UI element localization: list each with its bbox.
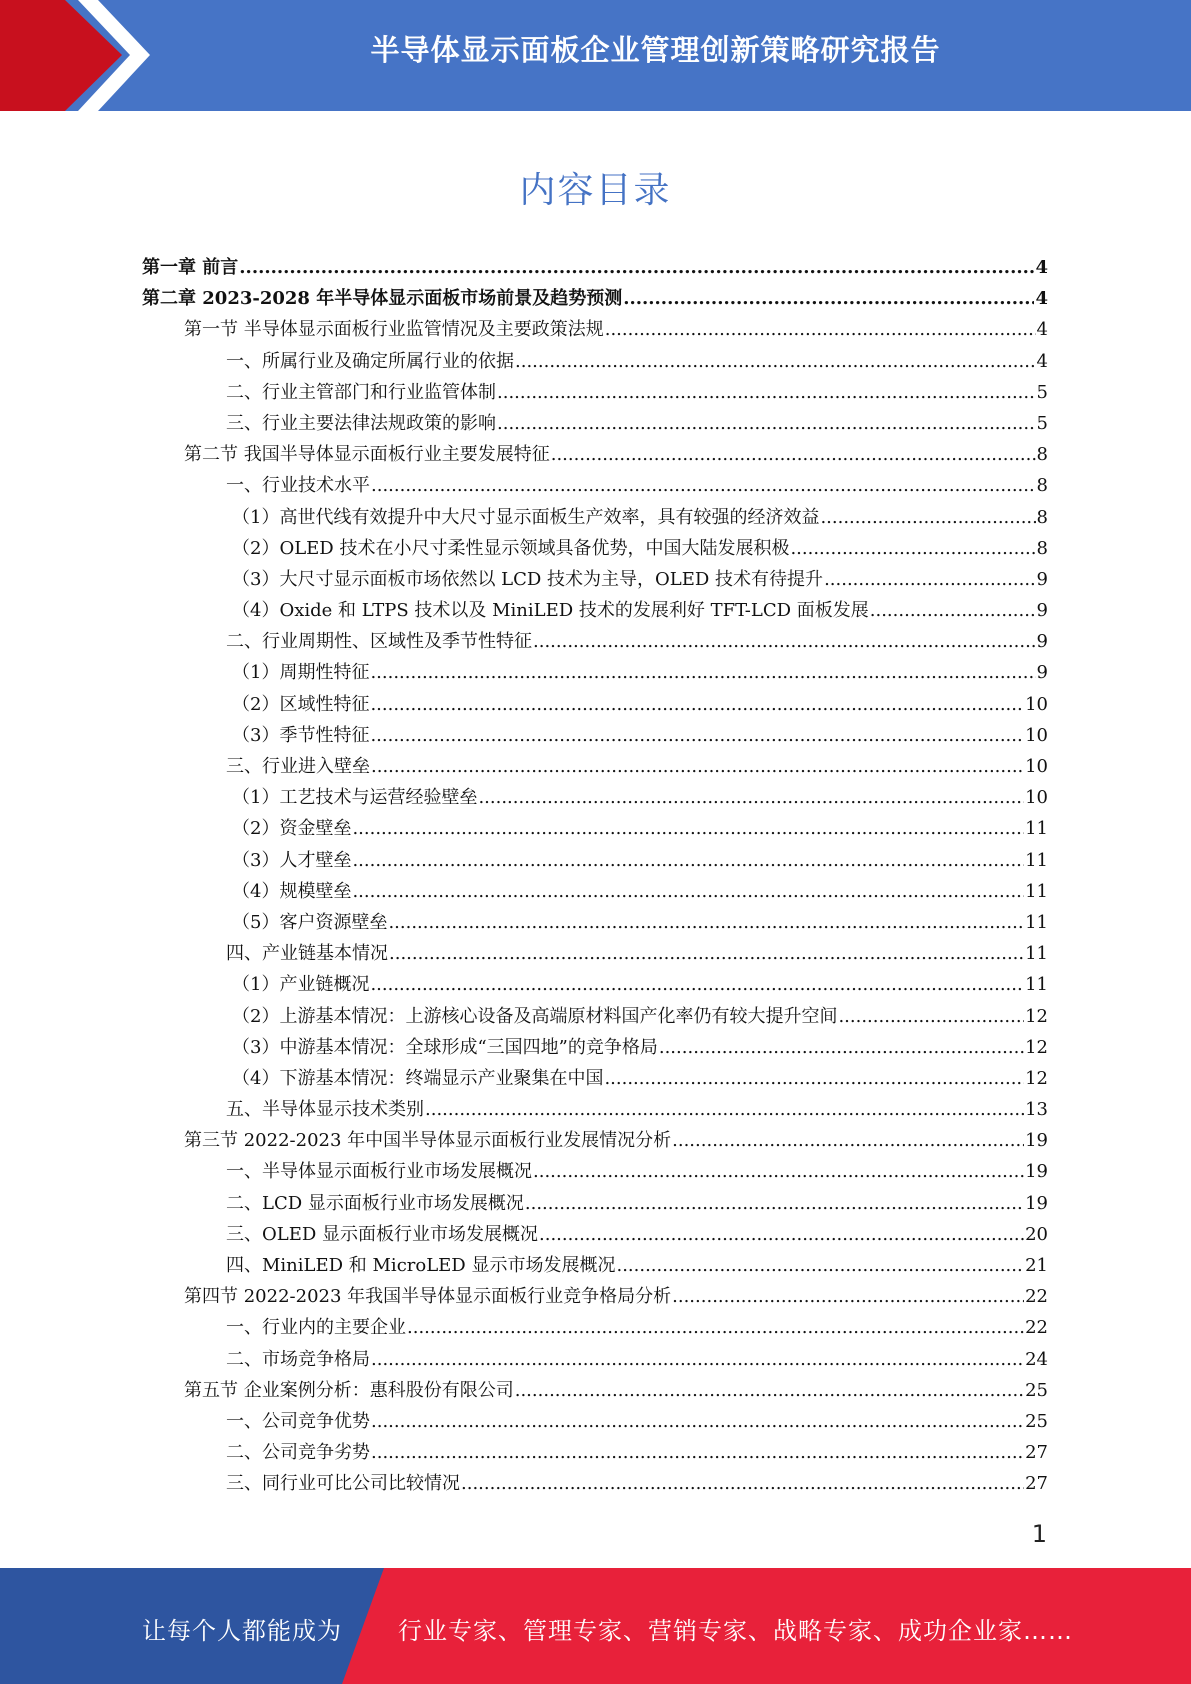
toc-entry-page: 11: [1025, 943, 1048, 965]
toc-entry-page: 10: [1025, 724, 1048, 746]
toc-entry-title: 二、LCD 显示面板行业市场发展概况: [226, 1192, 524, 1214]
toc-entry[interactable]: [142, 315, 1048, 346]
toc-entry-title: （4）Oxide 和 LTPS 技术以及 MiniLED 技术的发展利好 TFT-LCD 面板发展: [232, 600, 869, 622]
toc-dot-leader: [623, 288, 1034, 309]
toc-entry[interactable]: [142, 1345, 1048, 1376]
toc-entry-page: 24: [1025, 1348, 1048, 1370]
toc-entry[interactable]: [142, 534, 1048, 565]
toc-entry[interactable]: [142, 1407, 1048, 1438]
footer-slogan-right: 行业专家、管理专家、营销专家、战略专家、成功企业家……: [398, 1617, 1073, 1645]
toc-entry-title: 第三节 2022-2023 年中国半导体显示面板行业发展情况分析: [184, 1130, 672, 1152]
toc-entry[interactable]: [142, 565, 1048, 596]
toc-entry-page: 9: [1036, 568, 1048, 590]
toc-entry-page: 8: [1036, 537, 1048, 559]
toc-entry-page: 19: [1025, 1161, 1048, 1183]
toc-entry-title: （3）季节性特征: [232, 724, 370, 746]
page-number: 1: [1031, 1520, 1047, 1548]
toc-entry-page: 21: [1025, 1255, 1048, 1276]
toc-entry-page: 27: [1025, 1473, 1048, 1495]
toc-entry[interactable]: [142, 939, 1048, 970]
toc-entry-title: 一、行业内的主要企业: [226, 1317, 406, 1339]
toc-entry-title: 第二节 我国半导体显示面板行业主要发展特征: [184, 444, 550, 466]
toc-dot-leader: [820, 507, 1035, 528]
toc-entry-title: 二、市场竞争格局: [226, 1348, 370, 1370]
toc-dot-leader: [352, 818, 1024, 839]
toc-entry-title: 四、产业链基本情况: [226, 943, 388, 965]
toc-entry-title: （3）大尺寸显示面板市场依然以 LCD 技术为主导，OLED 技术有待提升: [232, 568, 824, 590]
toc-entry-page: 4: [1035, 288, 1048, 310]
toc-entry-title: （4）规模壁垒: [232, 880, 352, 902]
toc-dot-leader: [659, 1037, 1024, 1058]
toc-dot-leader: [497, 413, 1036, 434]
toc-dot-leader: [370, 725, 1024, 746]
header-banner: [0, 0, 1191, 111]
toc-dot-leader: [371, 756, 1024, 777]
toc-entry-page: 8: [1036, 444, 1048, 466]
toc-entry-page: 27: [1025, 1442, 1048, 1464]
toc-entry[interactable]: [142, 627, 1048, 658]
toc-dot-leader: [824, 569, 1035, 590]
toc-dot-leader: [239, 257, 1034, 278]
toc-entry[interactable]: [142, 1189, 1048, 1220]
toc-entry-title: （1）产业链概况: [232, 974, 370, 996]
toc-dot-leader: [407, 1317, 1024, 1338]
toc-entry[interactable]: [142, 846, 1048, 877]
toc-dot-leader: [616, 1255, 1024, 1276]
toc-entry-title: 第五节 企业案例分析：惠科股份有限公司: [184, 1379, 514, 1401]
toc-entry-title: 一、所属行业及确定所属行业的依据: [226, 350, 514, 372]
toc-dot-leader: [478, 787, 1024, 808]
toc-dot-leader: [371, 1411, 1024, 1432]
toc-entry-title: 四、MiniLED 和 MicroLED 显示市场发展概况: [226, 1255, 616, 1276]
toc-entry-title: （2）OLED 技术在小尺寸柔性显示领域具备优势，中国大陆发展积极: [232, 537, 790, 559]
toc-entry[interactable]: [142, 1251, 1048, 1282]
toc-entry-page: 4: [1036, 319, 1048, 341]
toc-entry[interactable]: [142, 908, 1048, 939]
footer-slogan-left: 让每个人都能成为: [142, 1617, 342, 1645]
toc-entry-title: 三、OLED 显示面板行业市场发展概况: [226, 1223, 539, 1245]
toc-dot-leader: [551, 444, 1036, 465]
toc-entry[interactable]: [142, 690, 1048, 721]
toc-entry-page: 13: [1025, 1099, 1048, 1121]
toc-heading: 内容目录: [519, 170, 672, 211]
toc-entry-page: 9: [1036, 631, 1048, 653]
toc-dot-leader: [370, 974, 1024, 995]
toc-dot-leader: [425, 1099, 1024, 1120]
toc-entry-page: 25: [1025, 1379, 1048, 1401]
table-of-contents: [142, 253, 1048, 1501]
toc-entry-page: 12: [1025, 1067, 1048, 1089]
footer-banner: [0, 1568, 1191, 1684]
toc-entry[interactable]: [142, 1469, 1048, 1500]
toc-dot-leader: [370, 694, 1024, 715]
toc-entry[interactable]: [142, 970, 1048, 1001]
toc-entry[interactable]: [142, 503, 1048, 534]
toc-entry-page: 5: [1036, 381, 1048, 403]
toc-entry[interactable]: [142, 253, 1048, 284]
toc-entry-page: 19: [1025, 1130, 1048, 1152]
toc-entry-page: 10: [1025, 756, 1048, 777]
toc-entry-title: （2）区域性特征: [232, 693, 370, 715]
toc-dot-leader: [371, 1442, 1024, 1463]
toc-entry[interactable]: [142, 752, 1048, 783]
toc-entry[interactable]: [142, 1282, 1048, 1313]
toc-dot-leader: [604, 1068, 1024, 1089]
toc-dot-leader: [672, 1286, 1024, 1307]
toc-entry[interactable]: [142, 1126, 1048, 1157]
toc-dot-leader: [515, 351, 1036, 372]
toc-entry[interactable]: [142, 440, 1048, 471]
toc-entry-title: 二、行业周期性、区域性及季节性特征: [226, 631, 532, 653]
toc-entry-page: 5: [1036, 412, 1048, 434]
toc-entry-title: 第四节 2022-2023 年我国半导体显示面板行业竞争格局分析: [184, 1286, 672, 1308]
toc-entry[interactable]: [142, 409, 1048, 440]
toc-dot-leader: [515, 1380, 1024, 1401]
toc-dot-leader: [388, 912, 1024, 933]
toc-entry-title: 一、公司竞争优势: [226, 1410, 370, 1432]
toc-entry-title: （1）工艺技术与运营经验壁垒: [232, 787, 478, 809]
toc-dot-leader: [790, 538, 1035, 559]
toc-dot-leader: [539, 1224, 1024, 1245]
toc-entry[interactable]: [142, 378, 1048, 409]
toc-entry-title: （1）周期性特征: [232, 662, 370, 684]
toc-entry-page: 8: [1036, 475, 1048, 497]
toc-dot-leader: [525, 1193, 1024, 1214]
toc-dot-leader: [370, 662, 1035, 683]
toc-entry-title: （1）高世代线有效提升中大尺寸显示面板生产效率，具有较强的经济效益: [232, 506, 820, 528]
toc-entry-title: （3）中游基本情况：全球形成“三国四地”的竞争格局: [232, 1036, 658, 1058]
toc-entry[interactable]: [142, 1313, 1048, 1344]
toc-entry-title: 三、行业主要法律法规政策的影响: [226, 412, 496, 434]
toc-entry[interactable]: [142, 1064, 1048, 1095]
toc-dot-leader: [605, 319, 1036, 340]
toc-dot-leader: [371, 475, 1036, 496]
toc-entry-title: 三、行业进入壁垒: [226, 756, 370, 777]
toc-entry-page: 9: [1036, 600, 1048, 622]
toc-entry[interactable]: [142, 1033, 1048, 1064]
toc-dot-leader: [672, 1130, 1024, 1151]
toc-entry-page: 22: [1025, 1286, 1048, 1308]
toc-entry[interactable]: [142, 783, 1048, 814]
toc-entry-title: 第一节 半导体显示面板行业监管情况及主要政策法规: [184, 319, 604, 341]
toc-entry-page: 10: [1025, 693, 1048, 715]
toc-entry-page: 11: [1025, 880, 1048, 902]
toc-dot-leader: [461, 1473, 1024, 1494]
toc-entry-page: 4: [1035, 257, 1048, 278]
toc-entry-page: 4: [1036, 350, 1048, 372]
toc-entry-page: 12: [1025, 1005, 1048, 1027]
toc-entry-title: 第一章 前言: [142, 257, 239, 278]
toc-entry[interactable]: [142, 1376, 1048, 1407]
toc-dot-leader: [352, 850, 1024, 871]
toc-entry[interactable]: [142, 814, 1048, 845]
toc-entry-title: 五、半导体显示技术类别: [226, 1099, 424, 1121]
toc-dot-leader: [533, 631, 1036, 652]
toc-entry-page: 20: [1025, 1223, 1048, 1245]
toc-entry-title: 第二章 2023-2028 年半导体显示面板市场前景及趋势预测: [142, 288, 623, 310]
toc-entry[interactable]: [142, 658, 1048, 689]
toc-entry-title: 三、同行业可比公司比较情况: [226, 1473, 460, 1495]
toc-dot-leader: [838, 1006, 1024, 1027]
toc-entry[interactable]: [142, 1157, 1048, 1188]
toc-entry-page: 11: [1025, 974, 1048, 996]
toc-entry[interactable]: [142, 347, 1048, 378]
toc-entry-title: （2）上游基本情况：上游核心设备及高端原材料国产化率仍有较大提升空间: [232, 1005, 838, 1027]
toc-entry-page: 8: [1036, 506, 1048, 528]
toc-dot-leader: [352, 881, 1024, 902]
toc-dot-leader: [389, 943, 1024, 964]
toc-entry-page: 11: [1025, 849, 1048, 871]
toc-entry[interactable]: [142, 1438, 1048, 1469]
toc-entry-page: 25: [1025, 1410, 1048, 1432]
toc-entry[interactable]: [142, 877, 1048, 908]
toc-entry-title: （5）客户资源壁垒: [232, 911, 388, 933]
report-title: 半导体显示面板企业管理创新策略研究报告: [370, 33, 941, 67]
toc-entry[interactable]: [142, 1095, 1048, 1126]
toc-entry[interactable]: [142, 284, 1048, 315]
toc-entry[interactable]: [142, 721, 1048, 752]
toc-dot-leader: [870, 600, 1036, 621]
toc-entry-page: 11: [1025, 911, 1048, 933]
toc-entry-title: 二、公司竞争劣势: [226, 1442, 370, 1464]
toc-entry-page: 22: [1025, 1317, 1048, 1339]
toc-entry-title: 一、半导体显示面板行业市场发展概况: [226, 1161, 532, 1183]
toc-entry[interactable]: [142, 471, 1048, 502]
toc-entry-title: 二、行业主管部门和行业监管体制: [226, 381, 496, 403]
toc-entry[interactable]: [142, 596, 1048, 627]
toc-dot-leader: [533, 1161, 1024, 1182]
toc-entry-page: 12: [1025, 1036, 1048, 1058]
toc-entry-title: （3）人才壁垒: [232, 849, 352, 871]
toc-entry-page: 11: [1025, 818, 1048, 840]
toc-entry-title: 一、行业技术水平: [226, 475, 370, 497]
toc-entry-page: 10: [1025, 787, 1048, 809]
toc-entry-page: 19: [1025, 1192, 1048, 1214]
toc-entry-title: （4）下游基本情况：终端显示产业聚集在中国: [232, 1067, 604, 1089]
toc-dot-leader: [371, 1349, 1024, 1370]
toc-entry-title: （2）资金壁垒: [232, 818, 352, 840]
toc-entry[interactable]: [142, 1220, 1048, 1251]
toc-dot-leader: [497, 382, 1036, 403]
toc-entry-page: 9: [1036, 662, 1048, 684]
toc-entry[interactable]: [142, 1002, 1048, 1033]
